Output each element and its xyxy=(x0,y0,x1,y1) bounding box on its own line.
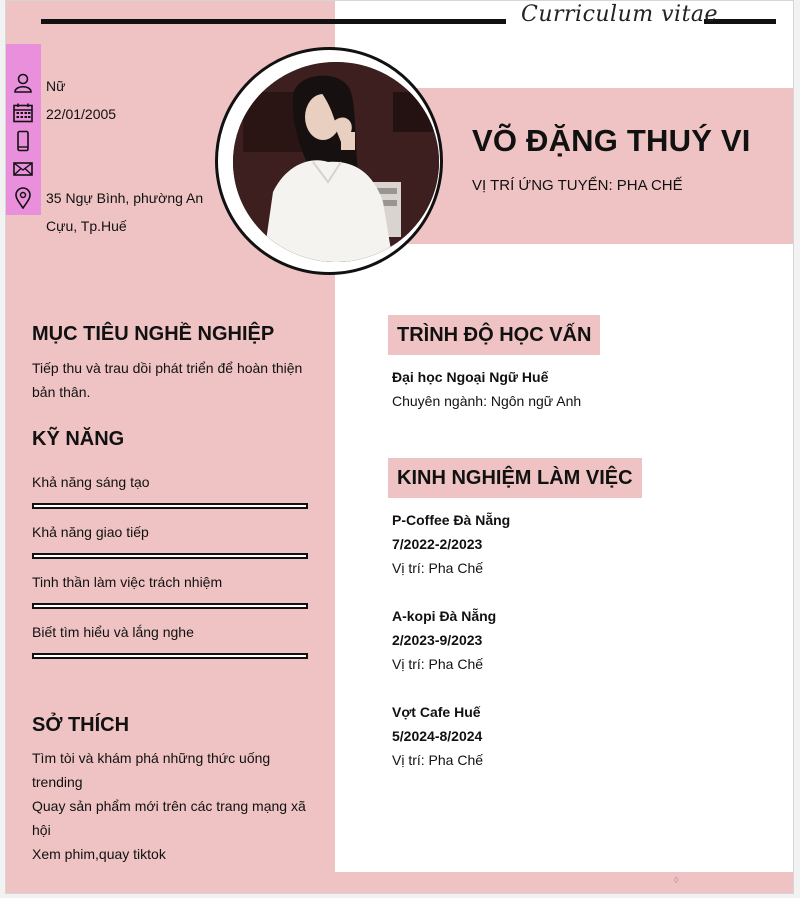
skill-label: Biết tìm hiểu và lắng nghe xyxy=(32,624,194,640)
birthdate-text: 22/01/2005 xyxy=(46,106,117,122)
contact-icon-bar xyxy=(6,44,41,215)
job-period: 5/2024-8/2024 xyxy=(392,728,483,744)
job-role: Vị trí: Pha Chế xyxy=(392,656,484,672)
candidate-name: VÕ ĐẶNG THUÝ VI xyxy=(472,123,751,158)
skill-label: Khả năng giao tiếp xyxy=(32,524,149,540)
address-line-2: Cựu, Tp.Huế xyxy=(46,218,127,234)
gender-text: Nữ xyxy=(46,78,66,94)
hobbies-heading: SỞ THÍCH xyxy=(32,714,130,736)
hobby-line: Tìm tòi và khám phá những thức uống xyxy=(32,750,271,766)
skill-bar-fill xyxy=(34,505,306,507)
phone-icon xyxy=(12,130,34,152)
page-marker: ◊ xyxy=(674,875,679,885)
education-heading: TRÌNH ĐỘ HỌC VẤN xyxy=(388,315,600,355)
objective-line-2: bản thân. xyxy=(32,384,91,400)
header-rule-left xyxy=(41,19,506,24)
location-icon xyxy=(12,187,34,209)
address-line-1: 35 Ngự Bình, phường An xyxy=(46,190,204,206)
skill-label: Khả năng sáng tạo xyxy=(32,474,150,490)
objective-line-1: Tiếp thu và trau dồi phát triển để hoàn thiện xyxy=(32,360,303,376)
skill-bar xyxy=(32,653,308,659)
email-icon xyxy=(12,158,34,180)
skill-bar-fill xyxy=(34,655,306,657)
name-band xyxy=(395,88,794,244)
hobby-line: Xem phim,quay tiktok xyxy=(32,846,166,862)
skill-bar xyxy=(32,553,308,559)
calendar-icon xyxy=(12,102,34,124)
hobby-line: hội xyxy=(32,822,51,838)
cv-title: Curriculum vitae xyxy=(521,2,719,27)
job-company: Vợt Cafe Huế xyxy=(392,704,481,720)
job-role: Vị trí: Pha Chế xyxy=(392,752,484,768)
person-icon xyxy=(12,72,34,94)
skill-bar xyxy=(32,503,308,509)
job-company: P-Coffee Đà Nẵng xyxy=(392,512,511,528)
hobby-line: Quay sản phẩm mới trên các trang mạng xã xyxy=(32,798,306,814)
objective-heading: MỤC TIÊU NGHỀ NGHIỆP xyxy=(32,323,275,345)
skill-bar xyxy=(32,603,308,609)
skill-bar-fill xyxy=(34,555,306,557)
job-period: 7/2022-2/2023 xyxy=(392,536,483,552)
job-period: 2/2023-9/2023 xyxy=(392,632,483,648)
bottom-strip xyxy=(335,872,794,894)
cv-page xyxy=(5,0,794,894)
skill-bar-fill xyxy=(34,605,306,607)
applied-position: VỊ TRÍ ỨNG TUYỂN: PHA CHẾ xyxy=(472,177,683,194)
hobby-line: trending xyxy=(32,774,83,790)
skill-label: Tinh thần làm việc trách nhiệm xyxy=(32,574,223,590)
experience-heading: KINH NGHIỆM LÀM VIỆC xyxy=(388,458,642,498)
job-company: A-kopi Đà Nẵng xyxy=(392,608,497,624)
profile-photo xyxy=(233,62,439,262)
skills-heading: KỸ NĂNG xyxy=(32,428,125,450)
education-major: Chuyên ngành: Ngôn ngữ Anh xyxy=(392,393,582,409)
education-school: Đại học Ngoại Ngữ Huế xyxy=(392,369,549,385)
job-role: Vị trí: Pha Chế xyxy=(392,560,484,576)
